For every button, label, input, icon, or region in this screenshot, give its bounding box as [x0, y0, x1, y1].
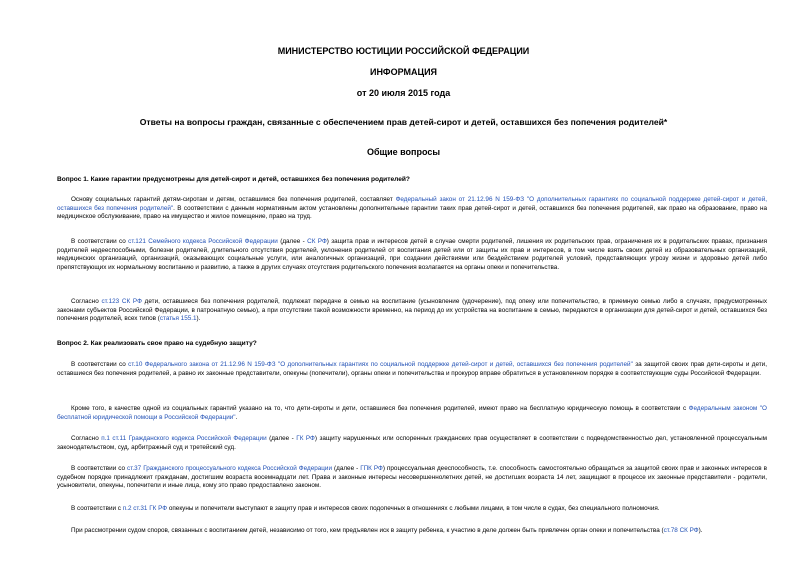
link-federal-law-159[interactable]: Федеральный закон от 21.12.96 N 159-ФЗ "О дополнительных гарантиях по социальной поддержке детей-сирот и детей, оставшихся без попечения родителей" [57, 196, 767, 212]
paragraph-9-text-a: При рассмотрении судом споров, связанных с воспитанием детей, независимо от того, кем предъявлен иск в защиту ребенка, к участию в деле должен быть привлечен орган опеки и попечительства ( [71, 527, 664, 534]
paragraph-8-text-b: опекуны и попечители выступают в защиту прав и интересов своих подопечных в отношениях с любыми лицами, в том числе в судах, без специального полномочия. [167, 505, 660, 512]
paragraph-1-text-b: . В соответствии с данным нормативным актом установлены дополнительные гарантии таких прав детей-сирот и детей, оставшихся без попечения родителей, как право на образование, право на медицинское обслуживание, право на имущество и жилое помещение, право на труд. [57, 204, 767, 221]
paragraph-5-text-b: . [235, 413, 238, 421]
question-1: Вопрос 1. Какие гарантии предусмотрены для детей-сирот и детей, оставшихся без попечения родителей? [57, 176, 410, 183]
link-gpk-rf[interactable]: ГПК РФ [360, 465, 383, 472]
paragraph-1-text-a: Основу социальных гарантий детям-сиротам и детям, оставшимся без попечения родителей, составляет [71, 196, 396, 203]
section-heading: Общие вопросы [366, 147, 441, 157]
link-art-155-1[interactable]: статья 155.1 [159, 315, 197, 323]
paragraph-1 [57, 196, 767, 222]
paragraph-4 [57, 361, 767, 378]
link-free-legal-aid-law[interactable]: Федеральным законом "О бесплатной юридической помощи в Российской Федерации" [57, 405, 767, 421]
link-sk-rf[interactable]: СК РФ [307, 238, 327, 245]
paragraph-2-text-c: ) защита прав и интересов детей в случае смерти родителей, лишения их родительских прав, ограничения их в родительских правах, признания родителей недееспособными, болезни родителей, длительного отсутствия родителей, уклонения родителей от воспитания детей или от защиты их прав и интересов, в том числе взять своих детей из образовательных организаций, медицинских организаций, организаций, оказывающих социальные услуги, или аналогичных организаций, при создании действиями или бездействием родителей условий, представляющих угрозу жизни и здоровью детей либо препятствующих их нормальному воспитанию и развитию, а также в других случаях отсутствия родительского попечения возлагается на органы опеки и попечительства. [57, 238, 768, 271]
paragraph-2-text-a: В соответствии со [71, 238, 129, 245]
paragraph-4-text-b: за защитой своих прав дети-сироты и дети, оставшиеся без попечения родителей, а равно их законные представители, опекуны (попечители), органы опеки и попечительства и прокурор вправе обратиться в установленном порядке в соответствующие суды Российской Федерации. [57, 361, 767, 377]
paragraph-3-text-c: ). [196, 315, 201, 323]
paragraph-6 [57, 435, 767, 452]
paragraph-2 [57, 238, 767, 272]
paragraph-5 [57, 405, 767, 422]
paragraph-7-text-b: (далее - [332, 465, 361, 472]
link-law-159-art-10[interactable]: ст.10 Федерального закона от 21.12.96 N 159-ФЗ "О дополнительных гарантиях по социальной поддержке детей-сирот и детей, оставшихся без попечения родителей" [128, 361, 633, 368]
paragraph-3 [57, 298, 767, 324]
link-sk-art-123[interactable]: ст.123 СК РФ [101, 298, 142, 305]
paragraph-8 [57, 505, 767, 514]
doc-date: от 20 июля 2015 года [356, 88, 451, 98]
link-gk-art-31[interactable]: п.2 ст.31 ГК РФ [122, 505, 168, 512]
document-title: Ответы на вопросы граждан, связанные с обеспечением прав детей-сирот и детей, оставшихся без попечения родителей* [139, 117, 668, 127]
paragraph-6-text-b: (далее - [266, 435, 297, 442]
paragraph-3-text-a: Согласно [71, 298, 102, 305]
paragraph-4-text-a: В соответствии со [71, 361, 129, 368]
paragraph-5-text-a: Кроме того, в качестве одной из социальных гарантий указано на то, что дети-сироты и дети, оставшиеся без попечения родителей, имеют право на бесплатную юридическую помощь в соответствии с [71, 405, 689, 412]
paragraph-6-text-a: Согласно [71, 435, 102, 442]
paragraph-9-text-b: ). [698, 527, 703, 534]
paragraph-8-text-a: В соответствии с [71, 505, 123, 512]
doc-type-heading: ИНФОРМАЦИЯ [369, 67, 438, 77]
paragraph-2-text-b: (далее - [277, 238, 308, 245]
paragraph-7-text-c: ) процессуальная дееспособность, т.е. способность самостоятельно обращаться за защитой своих прав и законных интересов в судебном порядке принадлежит гражданам, достигшим возраста восемнадцати лет. Права и законные интересы несовершеннолетних детей, не достигших возраста 14 лет, защищают в процессе их законные представители - родители, усыновители, опекуны, попечители и иные лица, кому это право предоставлено законом. [57, 465, 768, 490]
paragraph-3-text-b: дети, оставшиеся без попечения родителей, подлежат передаче в семью на воспитание (усыновление (удочерение), под опеку или попечительство, в приемную семью либо в случаях, предусмотренных законами субъектов Российской Федерации, в патронатную семью), а при отсутствии такой возможности временно, на период до их устройства на воспитание в семью, передаются в организации для детей-сирот и детей, оставшихся без попечения родителей, всех типов ( [57, 298, 767, 323]
link-sk-art-121[interactable]: ст.121 Семейного кодекса Российской Федерации [128, 238, 278, 245]
link-gk-art-11[interactable]: п.1 ст.11 Гражданского кодекса Российской Федерации [101, 435, 267, 442]
paragraph-7-text-a: В соответствии со [71, 465, 128, 472]
link-gk-rf[interactable]: ГК РФ [296, 435, 315, 442]
ministry-heading: МИНИСТЕРСТВО ЮСТИЦИИ РОССИЙСКОЙ ФЕДЕРАЦИИ [277, 46, 530, 56]
paragraph-6-text-c: ) защиту нарушенных или оспоренных гражданских прав осуществляет в соответствии с подведомственностью дел, установленной процессуальным законодательством, суд, арбитражный суд и третейский суд. [57, 435, 767, 451]
link-gpk-art-37[interactable]: ст.37 Гражданского процессуального кодекса Российской Федерации [127, 465, 333, 472]
paragraph-7 [57, 465, 767, 491]
link-sk-art-78[interactable]: ст.78 СК РФ [663, 527, 699, 534]
paragraph-9 [57, 527, 767, 536]
question-2: Вопрос 2. Как реализовать свое право на судебную защиту? [57, 340, 257, 347]
